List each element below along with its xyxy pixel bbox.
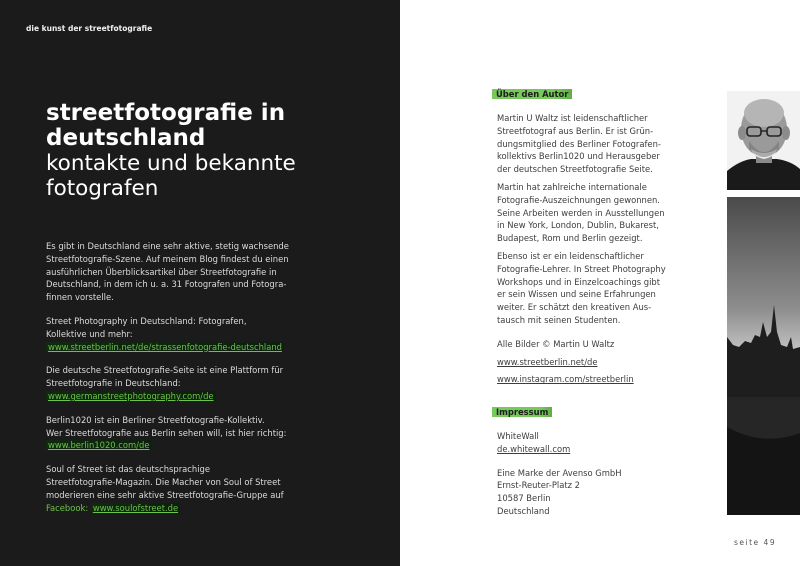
subtitle-line-2: fotografen (46, 176, 159, 201)
about-paragraph-3: Ebenso ist er ein leidenschaftlicher Fotografie-Lehrer. In Street Photography Workshops und in Einzelcoachings gibt er sein Wissen und seine Erfahrungen weiter. Er schätzt den kreativen Aus- tausch mit seinen Studenten. (497, 250, 666, 325)
impressum-company: WhiteWall (497, 431, 539, 441)
section-berlin1020: Berlin1020 ist ein Berliner Streetfotografie-Kollektiv. Wer Streetfotografie aus Berlin sehen will, ist hier richtig: www.berlin1020.com/de (46, 414, 287, 451)
page-number: seite 49 (734, 538, 777, 547)
chapter-title (46, 101, 376, 201)
link-instagram[interactable]: www.instagram.com/streetberlin (497, 374, 634, 385)
subtitle-line-1: kontakte und bekannte (46, 151, 296, 176)
section-gsp: Die deutsche Streetfotografie-Seite ist eine Plattform für Streetfotografie in Deutschland: www.germanstreetphotography.com/de (46, 365, 284, 401)
about-paragraph-2: Martin hat zahlreiche internationale Fotografie-Auszeichnungen gewonnen. Seine Arbeiten werden in Ausstellungen in New York, London, Dublin, Bukarest, Budapest, Rom und Berlin gezeigt. (497, 181, 665, 244)
link-whitewall[interactable]: de.whitewall.com (497, 443, 571, 454)
intro-paragraph: Es gibt in Deutschland eine sehr aktive, stetig wachsende Streetfotografie-Szene. Auf meinem Blog findest du einen ausführlichen Überblicksartikel über Streetfotografie in Deutschland, in dem ich u. a. 31 Fotografen und Fotogra- finnen vorstelle. (46, 241, 289, 303)
link-berlin1020[interactable]: www.berlin1020.com/de (48, 440, 150, 451)
photo-credit: Alle Bilder © Martin U Waltz (497, 338, 615, 349)
impressum-address: Eine Marke der Avenso GmbH Ernst-Reuter-Platz 2 10587 Berlin Deutschland (497, 467, 622, 516)
section-germany: Street Photography in Deutschland: Fotografen, Kollektive und mehr: www.streetberlin.net/de/strassenfotografie-deutschland (46, 315, 282, 352)
title-line-1: streetfotografie in (46, 100, 286, 126)
impressum-label: Impressum (492, 407, 552, 417)
link-streetberlin-deutschland[interactable]: www.streetberlin.net/de/strassenfotografie-deutschland (48, 341, 282, 352)
impressum-text (497, 430, 687, 518)
link-germanstreetphotography[interactable]: www.germanstreetphotography.com/de (48, 390, 214, 401)
link-soulofstreet[interactable]: www.soulofstreet.de (92, 502, 179, 513)
section-soulofstreet: Soul of Street ist das deutschsprachige Streetfotografie-Magazin. Die Macher von Soul of Street moderieren eine sehr aktive Streetfotografie-Gruppe auf Facebook: www.soulofstreet.de (46, 464, 284, 513)
about-author-text (497, 112, 687, 391)
left-body-text (46, 240, 316, 525)
author-portrait (727, 91, 800, 190)
about-paragraph-1: Martin U Waltz ist leidenschaftlicher Streetfotograf aus Berlin. Er ist Grün- dungsmitglied des Berliner Fotografen- kollektivs Berlin1020 und Herausgeber der deutschen Streetfotografie Seite. (497, 113, 661, 175)
link-streetberlin[interactable]: www.streetberlin.net/de (497, 356, 598, 367)
about-author-label: Über den Autor (492, 89, 572, 99)
facebook-label: Facebook: (46, 502, 89, 513)
title-line-2: deutschland (46, 125, 206, 151)
city-skyline-photo (727, 197, 800, 515)
running-head: die kunst der streetfotografie (26, 24, 153, 33)
